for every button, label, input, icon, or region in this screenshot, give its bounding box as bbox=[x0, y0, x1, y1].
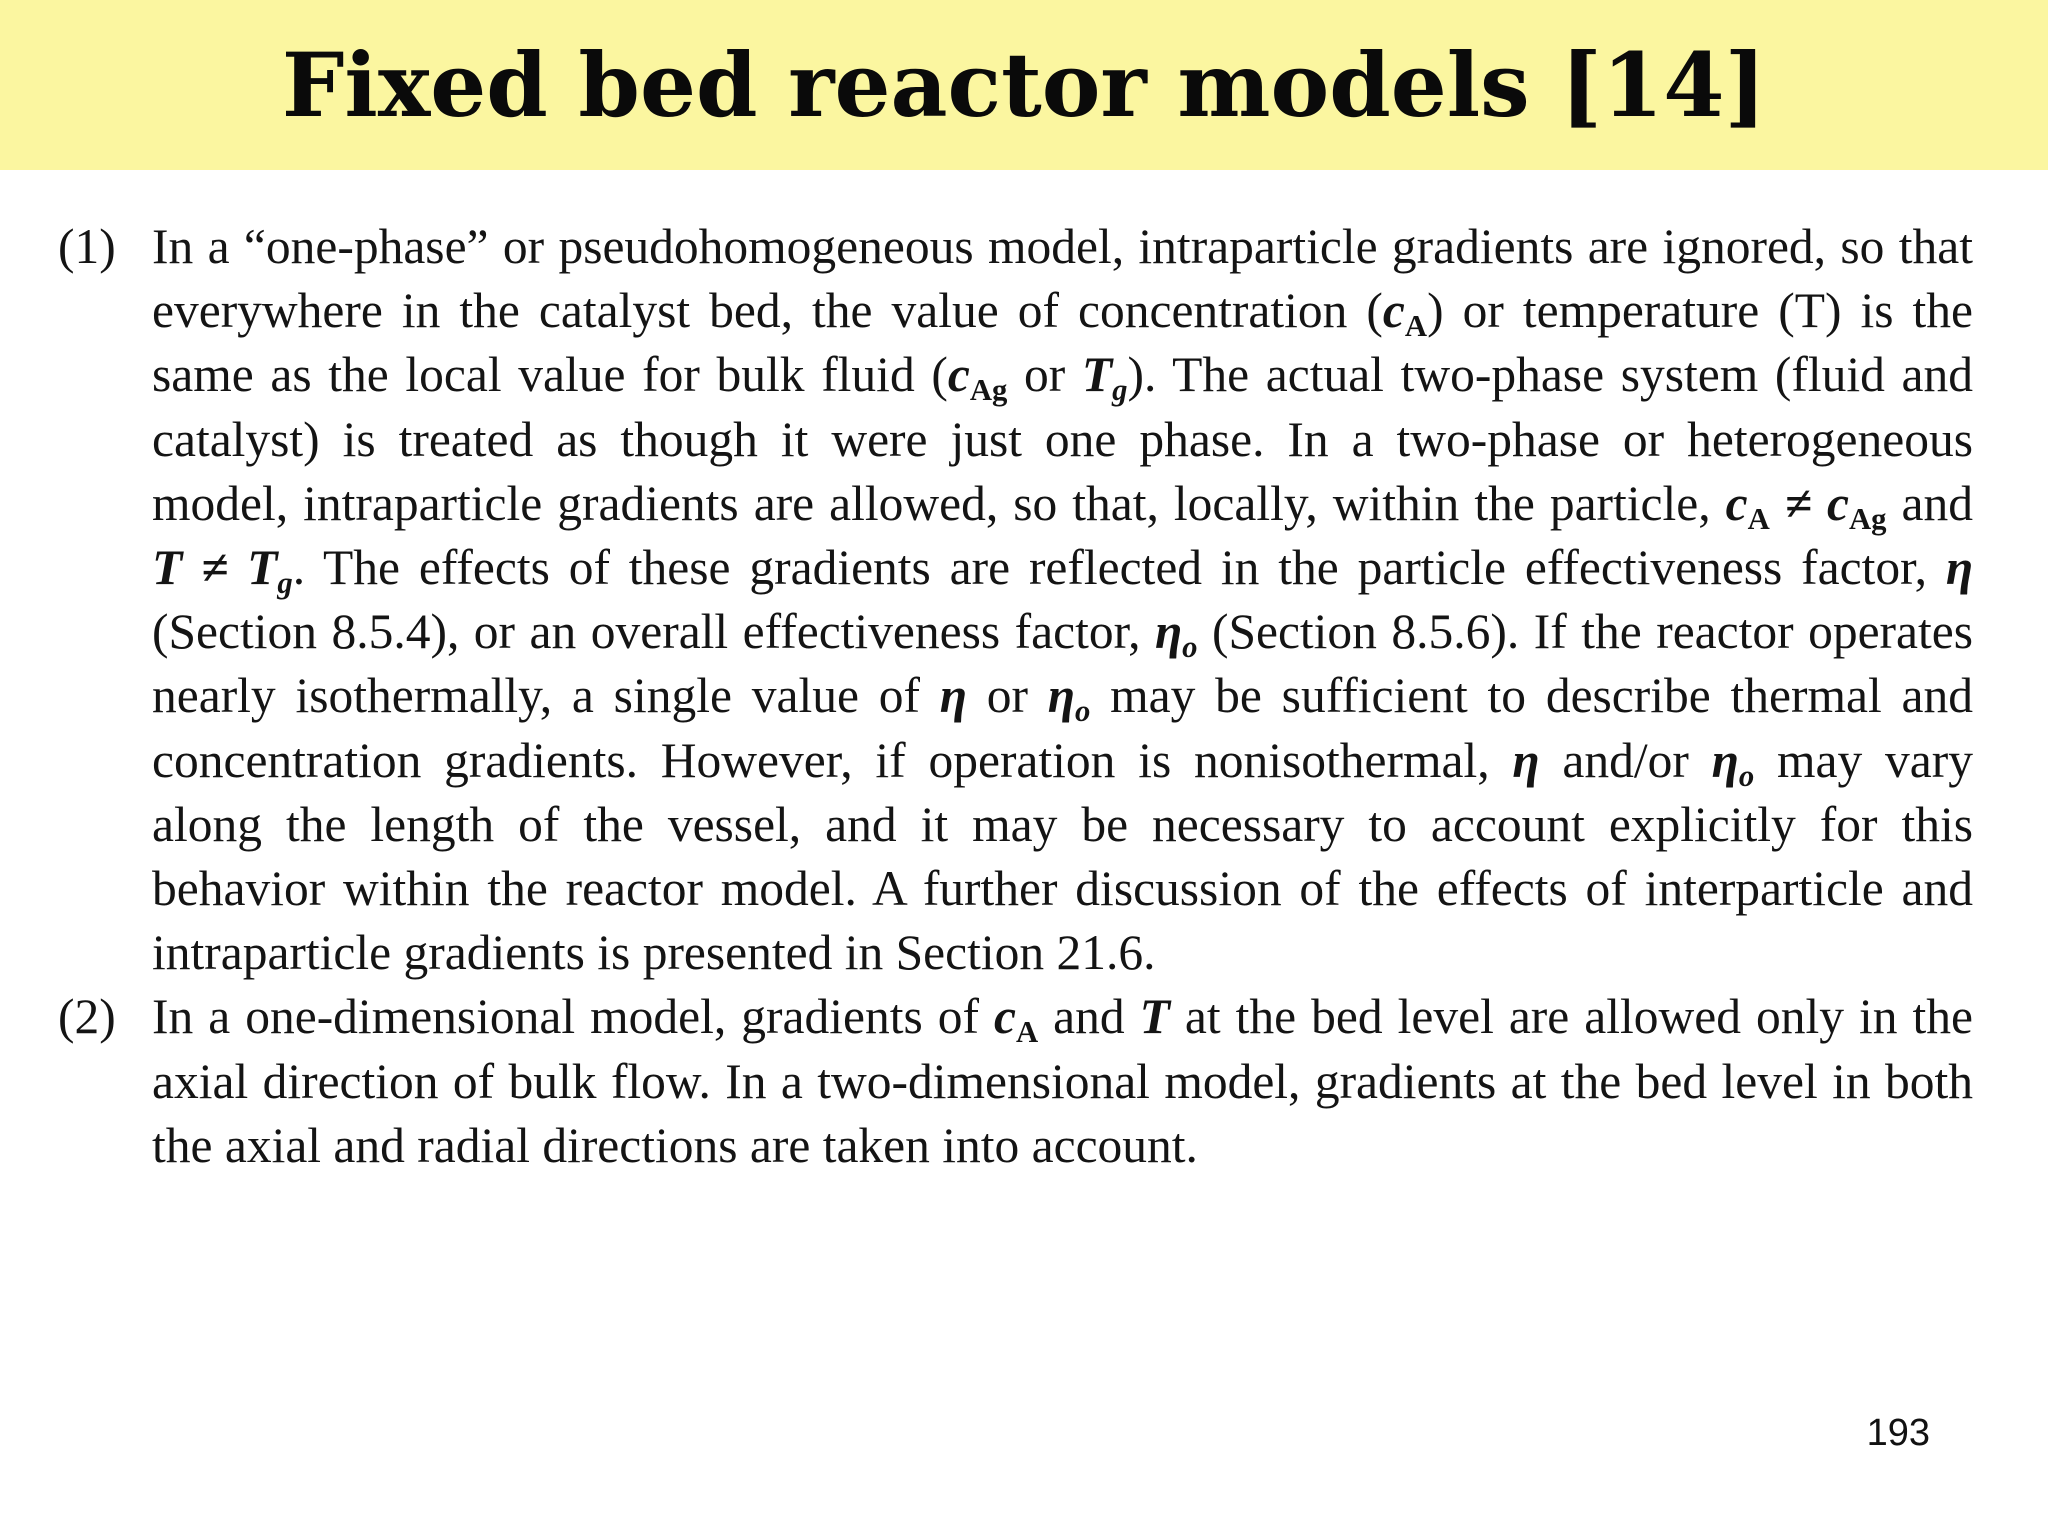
math-symbol: T bbox=[1139, 989, 1170, 1045]
math-symbol: η bbox=[939, 668, 967, 724]
item-text: . The effects of these gradients are reflected in the particle effectiveness factor, bbox=[292, 540, 1946, 596]
math-inequality: $T \ne T_g$ bbox=[152, 540, 293, 601]
title-band bbox=[0, 0, 2048, 170]
item-text: may vary along the length of the vessel, and it may be necessary to account explicitly for this behavior within the reactor model. A further discussion of the effects of interparticle and intraparticle gradients is presented in Section 21.6. bbox=[152, 732, 1973, 981]
math-symbol: η bbox=[1512, 732, 1540, 788]
math-symbol: $\eta_o$ bbox=[1047, 668, 1091, 729]
item-text: or bbox=[966, 668, 1048, 724]
math-symbol: $c_A$ bbox=[994, 989, 1039, 1050]
item-text: or bbox=[1007, 347, 1082, 403]
item-text: and bbox=[1886, 475, 1973, 531]
list-item bbox=[58, 215, 1973, 985]
slide-body bbox=[58, 215, 1973, 1178]
item-text: and bbox=[1038, 989, 1140, 1045]
item-number: (2) bbox=[58, 989, 116, 1045]
math-symbol: $c_{Ag}$ bbox=[947, 347, 1008, 408]
page-number: 193 bbox=[1866, 1412, 1930, 1454]
item-text: may be sufficient to describe thermal and concentration gradients. However, if operation is nonisothermal, bbox=[152, 668, 1974, 788]
item-text: ) or temperature (T) is the same as the local value for bulk fluid ( bbox=[152, 283, 1973, 403]
math-symbol: $\eta_o$ bbox=[1711, 732, 1755, 793]
math-symbol: $\eta_o$ bbox=[1154, 604, 1198, 665]
item-number: (1) bbox=[58, 219, 116, 274]
math-inequality: $c_A \ne c_{Ag}$ bbox=[1725, 475, 1887, 537]
item-text: In a “one-phase” or pseudohomogeneous model, intraparticle gradients are ignored, so that everywhere in the catalyst bed, the value of concentration ( bbox=[152, 219, 1973, 339]
item-text: (Section 8.5.4), or an overall effectiveness factor, bbox=[152, 604, 1155, 660]
math-symbol: $c_A$ bbox=[1382, 283, 1428, 344]
math-symbol: η bbox=[1945, 540, 1974, 596]
math-symbol: $T_g$ bbox=[1081, 347, 1128, 408]
item-text: at the bed level are allowed only in the axial direction of bulk flow. In a two-dimensional model, gradients at the bed level in both the axial and radial directions are taken into account. bbox=[152, 989, 1973, 1173]
slide-title: Fixed bed reactor models [14] bbox=[281, 33, 1767, 137]
item-text: ). The actual two-phase system (fluid and catalyst) is treated as though it were just one phase. In a two-phase or heterogeneous model, intraparticle gradients are allowed, so that, locally, within the particle, bbox=[152, 347, 1973, 531]
item-text: (Section 8.5.6). If the reactor operates nearly isothermally, a single value of bbox=[152, 604, 1973, 724]
list-item bbox=[58, 985, 1973, 1178]
item-text: In a one-dimensional model, gradients of bbox=[152, 989, 994, 1045]
item-text: and/or bbox=[1539, 732, 1712, 788]
